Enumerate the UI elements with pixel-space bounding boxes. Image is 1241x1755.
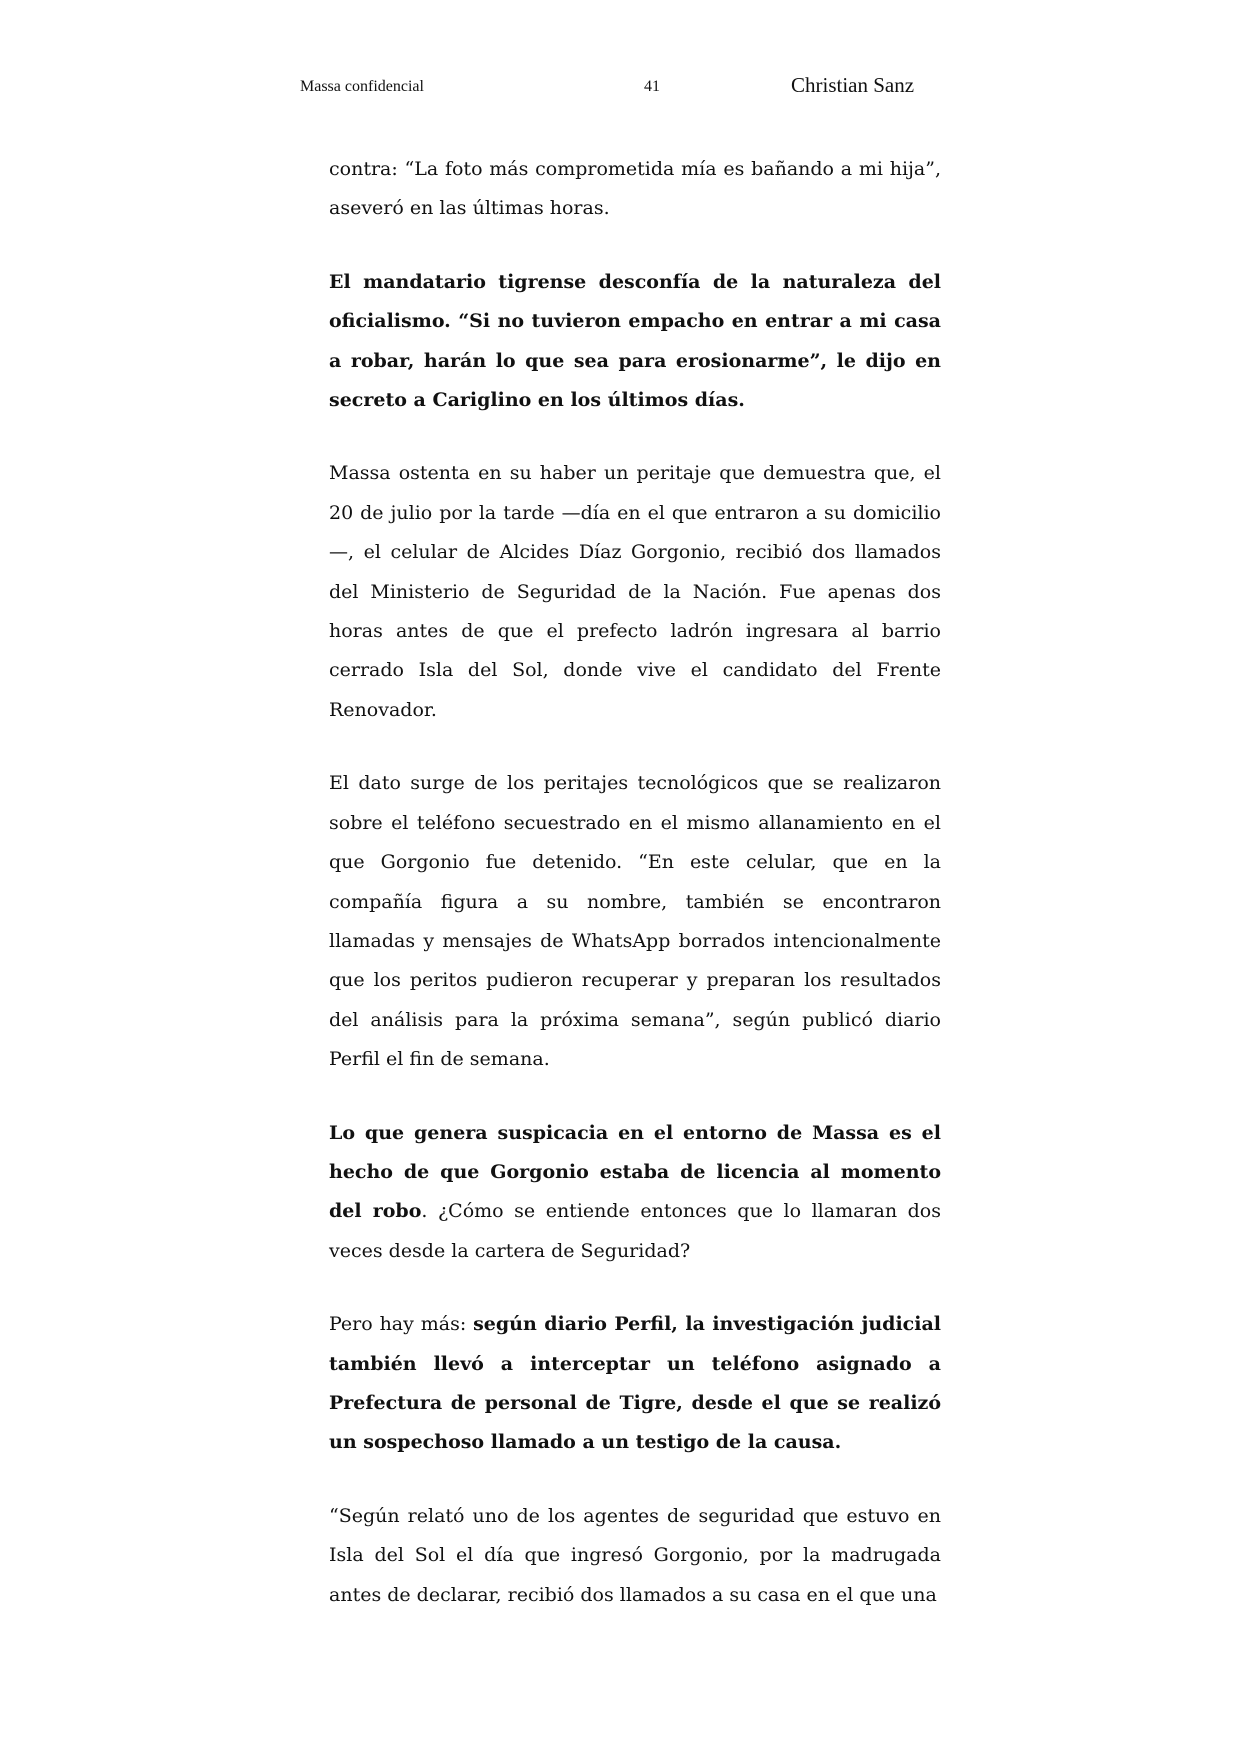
paragraph-2-bold: [329, 263, 941, 421]
paragraph-1-text: contra: “La foto más comprometida mía es bañando a mi hija”, aseveró en las últimas horas.: [329, 158, 941, 220]
paragraph-3: [329, 454, 941, 730]
paragraph-1: [329, 150, 941, 229]
page-header: [0, 0, 1241, 120]
header-book-title: Massa confidencial: [300, 78, 424, 95]
paragraph-7: [329, 1497, 941, 1615]
body-text: [329, 150, 941, 1615]
paragraph-4-text: El dato surge de los peritajes tecnológicos que se realizaron sobre el teléfono secuestrado en el mismo allanamiento en el que Gorgonio fue detenido. “En este celular, que en la compañía figura a su nombre, también se encontraron llamadas y mensajes de WhatsApp borrados intencionalmente que los peritos pudieron recuperar y preparan los resultados del análisis para la próxima semana”, según publicó diario Perfil el fin de semana.: [329, 772, 941, 1071]
paragraph-2-text: El mandatario tigrense desconfía de la naturaleza del oficialismo. “Si no tuvieron empacho en entrar a mi casa a robar, harán lo que sea para erosionarme”, le dijo en secreto a Cariglino en los últimos días.: [329, 270, 941, 412]
paragraph-5-text: . ¿Cómo se entiende entonces que lo llamaran dos veces desde la cartera de Seguridad?: [329, 1200, 941, 1262]
paragraph-6-bold-text: según diario Perfil, la investigación judicial también llevó a interceptar un teléfono asignado a Prefectura de personal de Tigre, desde el que se realizó un sospechoso llamado a un testigo de la causa.: [329, 1313, 941, 1454]
paragraph-7-text: “Según relató uno de los agentes de seguridad que estuvo en Isla del Sol el día que ingresó Gorgonio, por la madrugada antes de declarar, recibió dos llamados a su casa en el que una: [329, 1504, 941, 1606]
paragraph-4: [329, 764, 941, 1079]
paragraph-6: [329, 1305, 941, 1463]
paragraph-5-bold-text: Lo que genera suspicacia en el entorno de Massa es el hecho de que Gorgonio estaba de licencia al momento del robo: [329, 1121, 941, 1223]
paragraph-5: [329, 1114, 941, 1272]
paragraph-3-text: Massa ostenta en su haber un peritaje que demuestra que, el 20 de julio por la tarde —día en el que entraron a su domicilio—, el celular de Alcides Díaz Gorgonio, recibió dos llamados del Ministerio de Seguridad de la Nación. Fue apenas dos horas antes de que el prefecto ladrón ingresara al barrio cerrado Isla del Sol, donde vive el candidato del Frente Renovador.: [329, 462, 941, 721]
header-author: Christian Sanz: [791, 73, 915, 97]
header-page-number: 41: [644, 78, 660, 95]
paragraph-6-lead-text: Pero hay más:: [329, 1313, 474, 1336]
